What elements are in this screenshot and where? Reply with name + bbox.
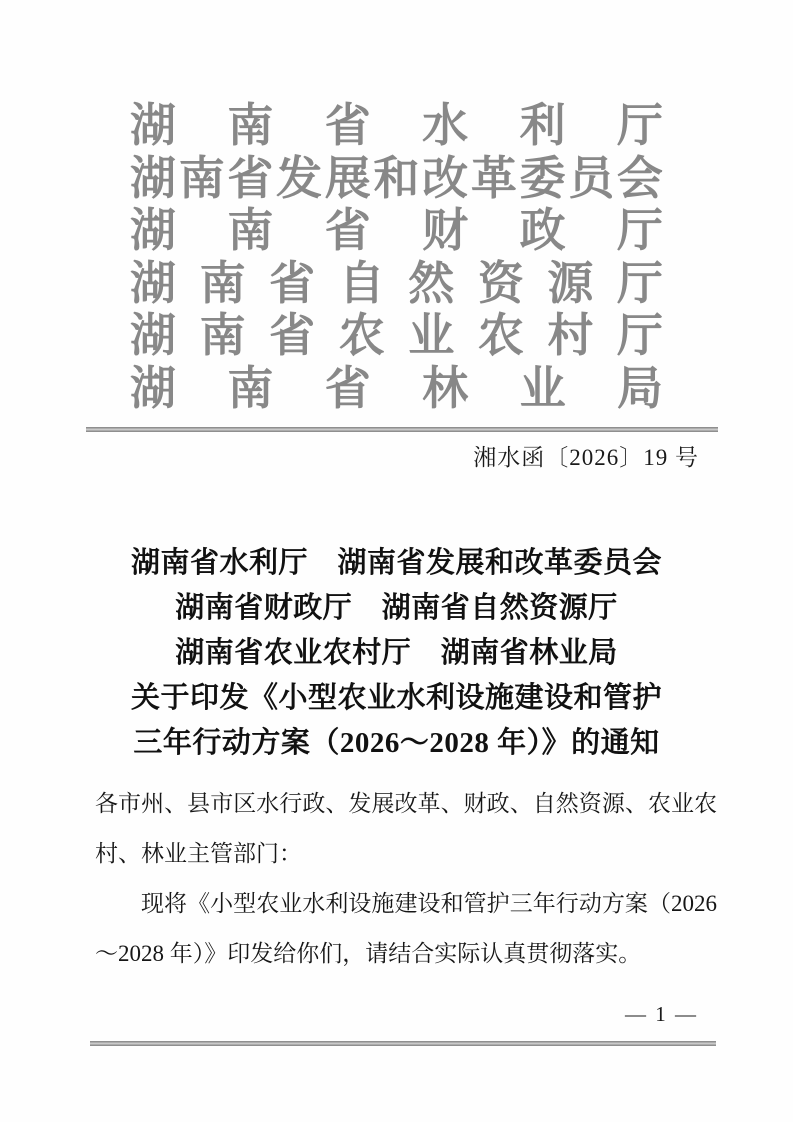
letterhead	[130, 100, 663, 415]
title-line: 三年行动方案（2026～2028 年）》的通知	[133, 727, 660, 759]
body-text	[95, 779, 717, 979]
letterhead-agency-line: 湖 南 省 财 政 厅	[130, 205, 663, 256]
title-line: 湖南省财政厅 湖南省自然资源厅	[175, 592, 618, 624]
letterhead-agency-line: 湖 南 省 林 业 局	[130, 362, 663, 414]
footer-divider	[90, 1041, 716, 1046]
salutation: 各市州、县市区水行政、发展改革、财政、自然资源、农业农村、林业主管部门：	[95, 791, 717, 866]
title-line: 湖南省农业农村厅 湖南省林业局	[175, 637, 618, 669]
document-title	[0, 541, 793, 766]
body-paragraph: 现将《小型农业水利设施建设和管护三年行动方案（2026～2028 年）》印发给你们，请结合实际认真贯彻落实。	[95, 891, 717, 966]
letterhead-agency-line: 湖 南 省 自 然 资 源 厅	[130, 257, 663, 309]
letterhead-agency-line: 湖 南 省 发 展 和 改 革 委 员 会	[130, 152, 663, 204]
title-line: 湖南省水利厅 湖南省发展和改革委员会	[130, 547, 662, 579]
title-line: 关于印发《小型农业水利设施建设和管护	[130, 682, 662, 714]
letterhead-divider	[86, 427, 718, 432]
page-number: — 1 —	[625, 1002, 698, 1026]
doc-number: 湘水函〔2026〕19 号	[473, 445, 699, 470]
letterhead-agency-line: 湖 南 省 农 业 农 村 厅	[130, 310, 663, 361]
letterhead-agency-line: 湖 南 省 水 利 厅	[130, 100, 663, 151]
